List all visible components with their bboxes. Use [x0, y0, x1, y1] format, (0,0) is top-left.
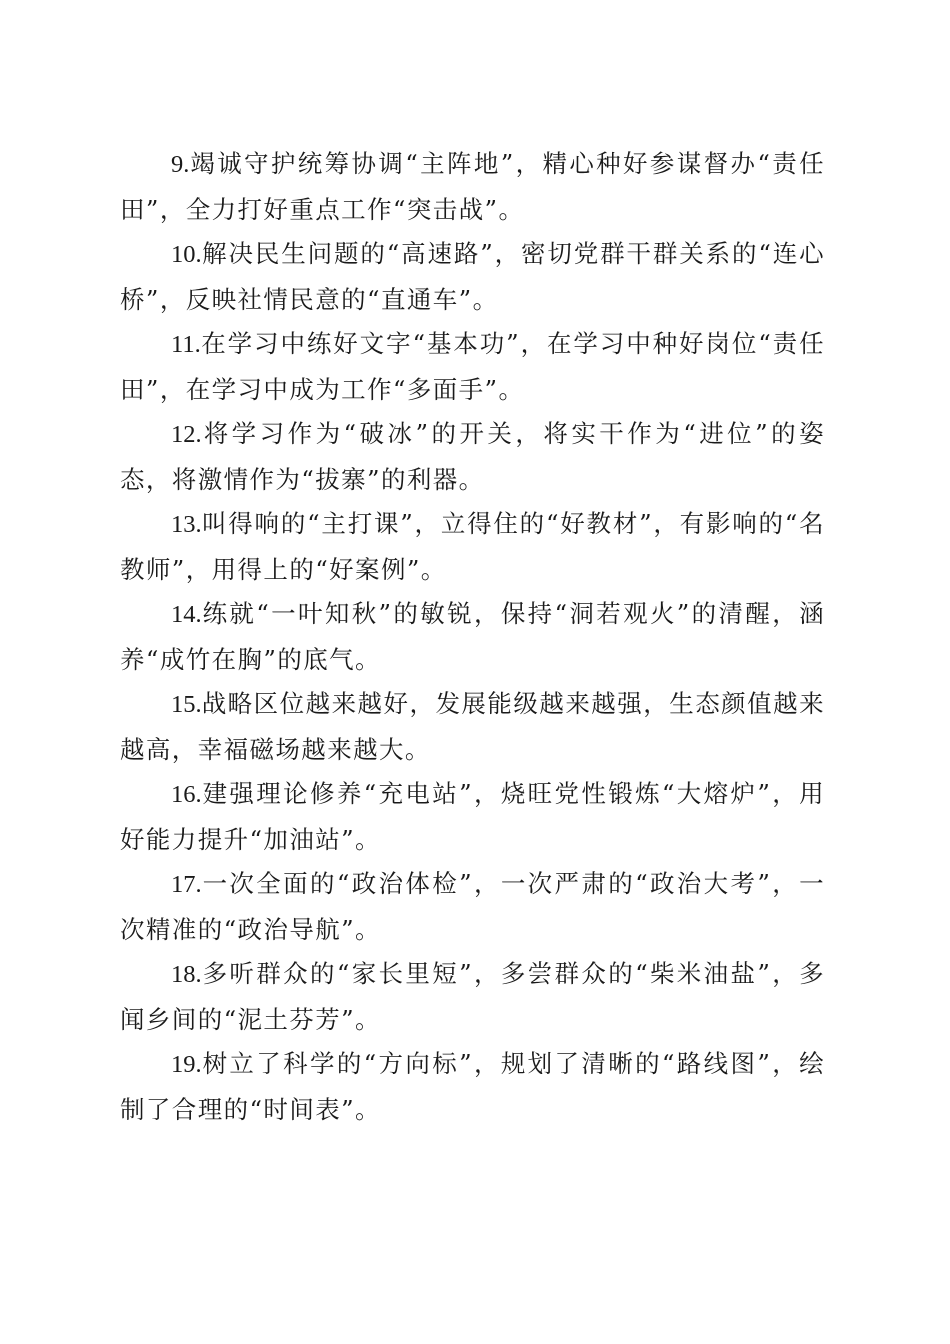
item-text: 建强理论修养“充电站”，烧旺党性锻炼“大熔炉”，用好能力提升“加油站”。	[120, 779, 825, 854]
item-number: 9.	[171, 151, 190, 178]
item-number: 14.	[171, 601, 202, 628]
list-item	[120, 322, 825, 412]
item-number: 16.	[171, 781, 202, 808]
list-item	[120, 772, 825, 862]
list-item	[120, 502, 825, 592]
document-body	[120, 142, 825, 1132]
item-text: 解决民生问题的“高速路”，密切党群干群关系的“连心桥”，反映社情民意的“直通车”。	[120, 239, 825, 314]
item-number: 11.	[171, 331, 201, 358]
item-number: 13.	[171, 511, 202, 538]
item-number: 10.	[171, 241, 202, 268]
item-text: 树立了科学的“方向标”，规划了清晰的“路线图”，绘制了合理的“时间表”。	[120, 1049, 825, 1124]
list-item	[120, 682, 825, 772]
item-number: 15.	[171, 691, 202, 718]
item-text: 一次全面的“政治体检”，一次严肃的“政治大考”，一次精准的“政治导航”。	[120, 869, 825, 944]
item-text: 多听群众的“家长里短”，多尝群众的“柴米油盐”，多闻乡间的“泥土芬芳”。	[120, 959, 825, 1034]
item-number: 19.	[171, 1051, 202, 1078]
item-number: 18.	[171, 961, 202, 988]
item-number: 12.	[171, 421, 202, 448]
item-text: 叫得响的“主打课”，立得住的“好教材”，有影响的“名教师”，用得上的“好案例”。	[120, 509, 825, 584]
list-item	[120, 412, 825, 502]
list-item	[120, 952, 825, 1042]
list-item	[120, 142, 825, 232]
item-text: 在学习中练好文字“基本功”，在学习中种好岗位“责任田”，在学习中成为工作“多面手”。	[120, 329, 825, 404]
item-text: 战略区位越来越好，发展能级越来越强，生态颜值越来越高，幸福磁场越来越大。	[120, 689, 825, 764]
list-item	[120, 862, 825, 952]
list-item	[120, 592, 825, 682]
item-text: 竭诚守护统筹协调“主阵地”，精心种好参谋督办“责任田”，全力打好重点工作“突击战”。	[120, 149, 825, 224]
item-number: 17.	[171, 871, 202, 898]
item-text: 练就“一叶知秋”的敏锐，保持“洞若观火”的清醒，涵养“成竹在胸”的底气。	[120, 599, 825, 674]
list-item	[120, 1042, 825, 1132]
item-text: 将学习作为“破冰”的开关，将实干作为“进位”的姿态，将激情作为“拔寨”的利器。	[120, 419, 825, 494]
list-item	[120, 232, 825, 322]
